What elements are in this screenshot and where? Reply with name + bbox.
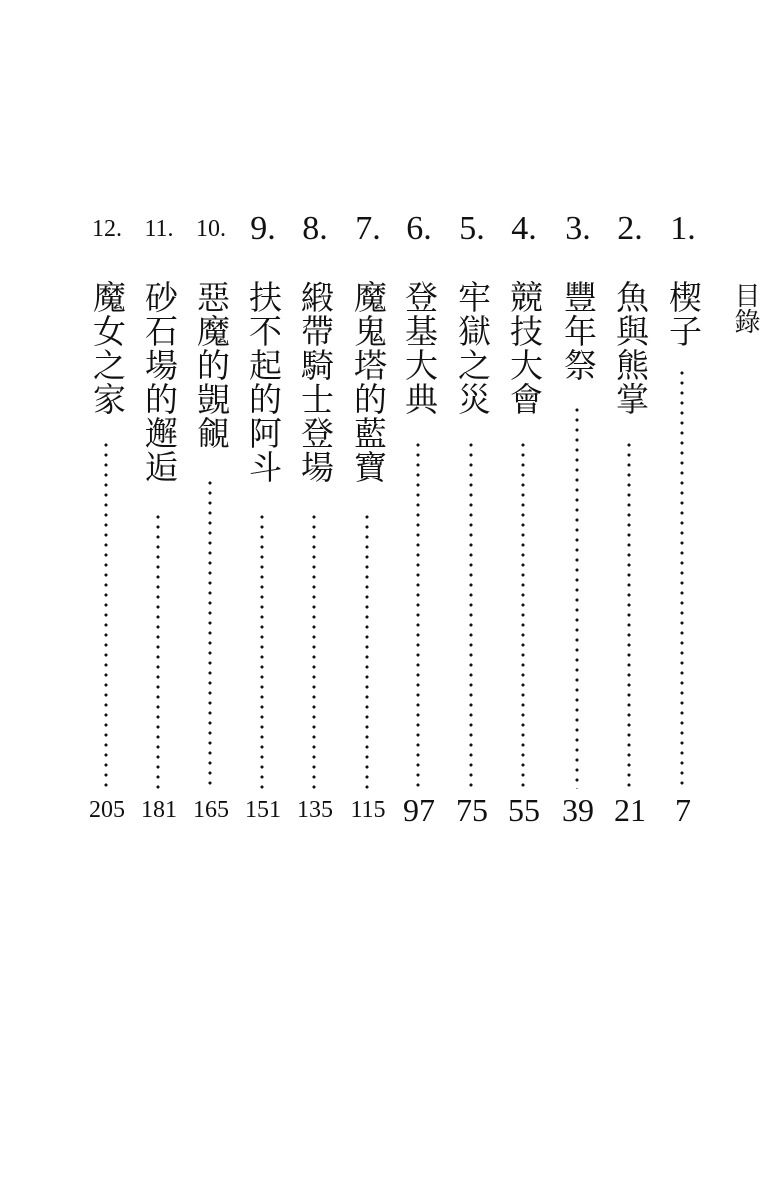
dot-leader [627, 440, 631, 789]
entry-number: 11. [144, 216, 174, 242]
entry-number: 5. [459, 210, 485, 247]
entry-page-number: 21 [614, 792, 646, 828]
toc-heading: 目錄 [730, 282, 760, 334]
dot-leader [521, 440, 525, 789]
dot-leader [312, 512, 316, 789]
entry-number: 2. [617, 210, 643, 247]
dot-leader [260, 512, 264, 789]
entry-page-number: 97 [403, 792, 435, 828]
toc-entry [396, 0, 442, 1201]
entry-page-number: 165 [193, 797, 229, 823]
dot-leader [416, 440, 420, 789]
entry-page-number: 181 [141, 797, 177, 823]
entry-title: 牢獄之災 [453, 280, 492, 416]
entry-page-number: 135 [297, 797, 333, 823]
entry-page-number: 151 [245, 797, 281, 823]
toc-entry [555, 0, 601, 1201]
dot-leader [208, 478, 212, 789]
entry-number: 4. [511, 210, 537, 247]
entry-number: 1. [670, 210, 696, 247]
entry-title: 魚與熊掌 [611, 280, 650, 416]
entry-page-number: 7 [675, 792, 691, 828]
entry-page-number: 75 [456, 792, 488, 828]
entry-number: 10. [196, 216, 226, 242]
dot-leader [469, 440, 473, 789]
entry-page-number: 55 [508, 792, 540, 828]
toc-entry [188, 0, 234, 1201]
entry-title: 楔子 [664, 280, 703, 348]
dot-leader [575, 405, 579, 789]
dot-leader [365, 512, 369, 789]
toc-entry [292, 0, 338, 1201]
entry-page-number: 205 [89, 797, 125, 823]
entry-title: 競技大會 [505, 280, 544, 416]
entry-title: 砂石場的邂逅 [140, 280, 179, 484]
toc-entry [345, 0, 391, 1201]
entry-number: 3. [565, 210, 591, 247]
entry-title: 魔鬼塔的藍寶 [349, 280, 388, 484]
entry-title: 登基大典 [400, 280, 439, 416]
entry-number: 7. [355, 210, 381, 247]
entry-title: 魔女之家 [88, 280, 127, 416]
dot-leader [104, 440, 108, 789]
entry-title: 緞帶騎士登場 [296, 280, 335, 484]
entry-number: 9. [250, 210, 276, 247]
entry-number: 12. [92, 216, 122, 242]
toc-entry [84, 0, 130, 1201]
toc-entry [449, 0, 495, 1201]
entry-title: 扶不起的阿斗 [244, 280, 283, 484]
entry-title: 惡魔的覬覦 [192, 280, 231, 450]
entry-number: 8. [302, 210, 328, 247]
toc-entry [660, 0, 706, 1201]
dot-leader [680, 368, 684, 789]
entry-title: 豐年祭 [559, 280, 598, 382]
entry-page-number: 115 [350, 797, 386, 823]
toc-entry [136, 0, 182, 1201]
dot-leader [156, 512, 160, 789]
toc-entry [240, 0, 286, 1201]
toc-entry [501, 0, 547, 1201]
toc-entry [607, 0, 653, 1201]
entry-number: 6. [406, 210, 432, 247]
entry-page-number: 39 [562, 792, 594, 828]
